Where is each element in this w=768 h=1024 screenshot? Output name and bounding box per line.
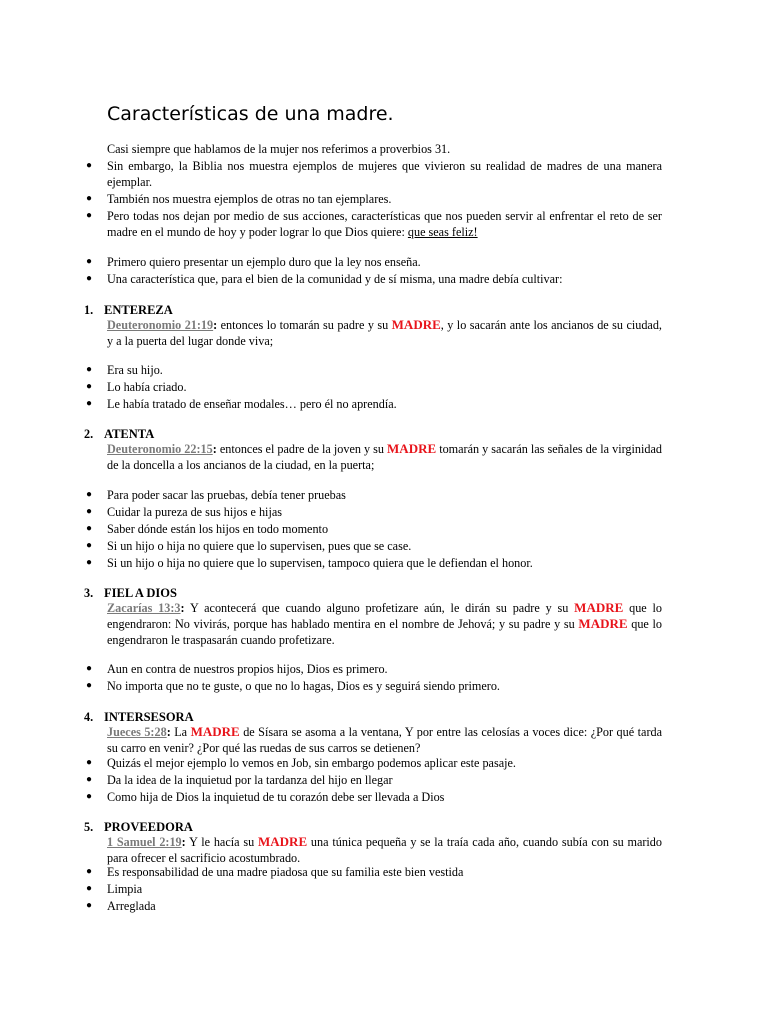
list-item: Era su hijo. [107,363,163,377]
list-item: Como hija de Dios la inquietud de tu corazón debe ser llevada a Dios [107,790,445,804]
intro-bullet: Primero quiero presentar un ejemplo duro que la ley nos enseña. [107,255,421,269]
bullet-icon: ● [86,398,93,409]
verse-text: de Sísara se asoma a la ventana, Y por entre las celosías a voces dice: ¿Por qué tarda su carro en venir? ¿Por qué las ruedas de sus carros se detienen? [107,725,663,755]
bullet-icon: ● [86,210,93,221]
bullet-icon: ● [86,489,93,500]
list-item: Para poder sacar las pruebas, debía tener pruebas [107,488,346,502]
bullet-icon: ● [86,273,93,284]
section-verse: 1 Samuel 2:19: Y le hacía su MADRE una túnica pequeña y se la traía cada año, cuando subía con su marido para ofrecer el sacrificio acostumbrado. [107,834,662,865]
bullet-icon: ● [86,791,93,802]
list-item: Aun en contra de nuestros propios hijos, Dios es primero. [107,662,388,676]
list-item: Es responsabilidad de una madre piadosa que su familia este bien vestida [107,865,464,879]
madre-highlight: MADRE [258,834,308,849]
list-item: Saber dónde están los hijos en todo momento [107,522,329,536]
section-number: 5. [84,820,94,834]
page-title: Características de una madre. [107,103,394,125]
section-number: 4. [84,710,94,724]
bullet-icon: ● [86,540,93,551]
bullet-icon: ● [86,900,93,911]
bullet-icon: ● [86,160,93,171]
verse-reference-link[interactable]: Deuteronomio 22:15 [107,442,213,456]
list-item: Le había tratado de enseñar modales… pero él no aprendía. [107,397,397,411]
bullet-icon: ● [86,774,93,785]
section-heading: ATENTA [104,427,155,441]
bullet-icon: ● [86,866,93,877]
intro-line: Casi siempre que hablamos de la mujer nos referimos a proverbios 31. [107,142,451,156]
bullet-icon: ● [86,663,93,674]
intro-bullet [107,208,662,240]
bullet-icon: ● [86,757,93,768]
madre-highlight: MADRE [190,724,240,739]
section-verse: Deuteronomio 22:15: entonces el padre de la joven y su MADRE tomarán y sacarán las señales de la virginidad de la doncella a los ancianos de la ciudad, en la puerta; [107,441,662,472]
verse-text: Y acontecerá que cuando alguno profetizare aún, le dirán su padre y su [184,601,575,615]
bullet-icon: ● [86,680,93,691]
verse-text: Y le hacía su [185,835,259,849]
madre-highlight: MADRE [574,600,624,615]
intro-bullet: Sin embargo, la Biblia nos muestra ejemplos de mujeres que vivieron su realidad de madres de una manera ejemplar. [107,159,662,189]
verse-text: La [170,725,191,739]
bullet-icon: ● [86,883,93,894]
verse-text: tomarán y sacarán las señales de la virginidad de la doncella a los ancianos de la ciudad, en la puerta; [107,442,662,472]
section-verse: Deuteronomio 21:19: entonces lo tomarán su padre y su MADRE, y lo sacarán ante los ancianos de su ciudad, y a la puerta del lugar donde viva; [107,317,662,348]
section-heading: FIEL A DIOS [104,586,177,600]
section-number: 3. [84,586,94,600]
bullet-icon: ● [86,256,93,267]
section-verse: Zacarías 13:3: Y acontecerá que cuando alguno profetizare aún, le dirán su padre y su MADRE que lo engendraron: No vivirás, porque has hablado mentira en el nombre de Jehová; y su padre y su MADRE que lo engendraron le traspasarán cuando profetizare. [107,600,663,647]
list-item: Cuidar la pureza de sus hijos e hijas [107,505,282,519]
intro-bullet-text: Pero todas nos dejan por medio de sus acciones, características que nos pueden servir al enfrentar el reto de ser madre en el mundo de hoy y poder lograr lo que Dios quiere: [107,209,662,239]
bullet-icon: ● [86,506,93,517]
list-item: Si un hijo o hija no quiere que lo supervisen, pues que se case. [107,539,412,553]
bullet-icon: ● [86,523,93,534]
intro-bullet: Una característica que, para el bien de la comunidad y de sí misma, una madre debía cultivar: [107,272,563,286]
section-verse: Jueces 5:28: La MADRE de Sísara se asoma a la ventana, Y por entre las celosías a voces dice: ¿Por qué tarda su carro en venir? ¿Por qué las ruedas de sus carros se detienen? [107,724,663,755]
madre-highlight: MADRE [391,317,441,332]
list-item: Da la idea de la inquietud por la tardanza del hijo en llegar [107,773,393,787]
verse-reference-link[interactable]: Zacarías 13:3 [107,601,181,615]
verse-text: que lo engendraron le traspasarán cuando profetizare. [107,617,663,647]
madre-highlight: MADRE [387,441,437,456]
bullet-icon: ● [86,364,93,375]
verse-text: entonces el padre de la joven y su [216,442,388,456]
list-item: Lo había criado. [107,380,187,394]
verse-reference-link[interactable]: Jueces 5:28 [107,725,167,739]
section-number: 2. [84,427,94,441]
intro-bullet: También nos muestra ejemplos de otras no tan ejemplares. [107,192,392,206]
section-heading: ENTEREZA [104,303,173,317]
verse-text: que lo engendraron: No vivirás, porque has hablado mentira en el nombre de Jehová; y su padre y su [107,601,663,631]
verse-reference-link[interactable]: 1 Samuel 2:19 [107,835,182,849]
list-item: No importa que no te guste, o que no lo hagas, Dios es y seguirá siendo primero. [107,679,500,693]
verse-reference-link[interactable]: Deuteronomio 21:19 [107,318,214,332]
bullet-icon: ● [86,193,93,204]
section-heading: PROVEEDORA [104,820,193,834]
bullet-icon: ● [86,381,93,392]
bullet-icon: ● [86,557,93,568]
list-item: Limpia [107,882,143,896]
verse-text: , y lo sacarán ante los ancianos de su ciudad, y a la puerta del lugar donde viva; [107,318,662,348]
verse-text: entonces lo tomarán su padre y su [217,318,392,332]
happy-link[interactable]: que seas feliz! [407,225,478,239]
list-item: Arreglada [107,899,156,913]
list-item: Quizás el mejor ejemplo lo vemos en Job, sin embargo podemos aplicar este pasaje. [107,756,516,770]
madre-highlight: MADRE [578,616,628,631]
verse-text: una túnica pequeña y se la traía cada año, cuando subía con su marido para ofrecer el sacrificio acostumbrado. [107,835,662,865]
section-heading: INTERSESORA [104,710,194,724]
list-item: Si un hijo o hija no quiere que lo supervisen, tampoco quiera que le defiendan el honor. [107,556,533,570]
section-number: 1. [84,303,94,317]
